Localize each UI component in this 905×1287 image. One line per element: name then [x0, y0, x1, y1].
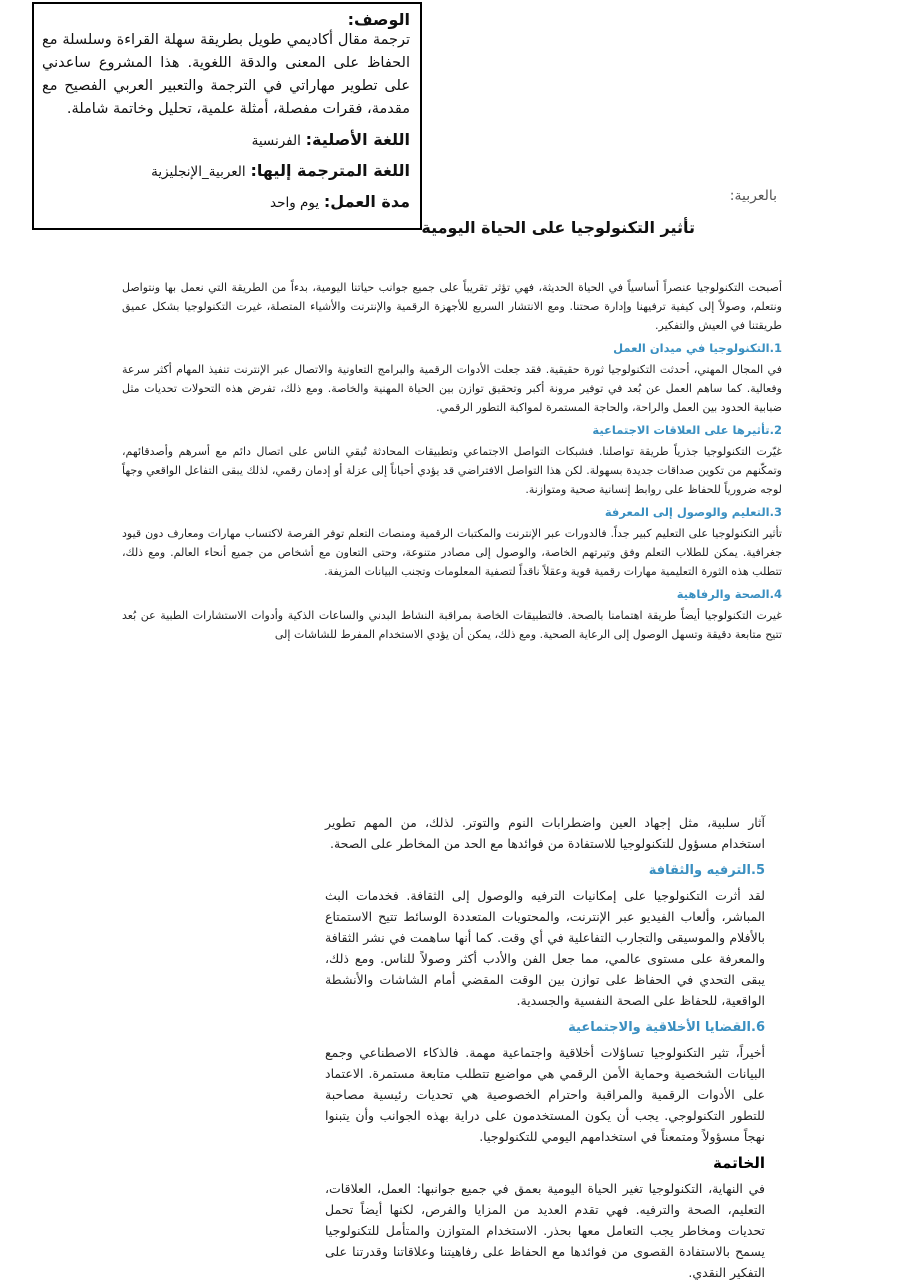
section-4-paragraph-b: آثار سلبية، مثل إجهاد العين واضطرابات النوم والتوتر. لذلك، من المهم تطوير استخدام مسؤول للتكنولوجيا للاستفادة من فوائدها مع الحد من المخاطر على الصحة. — [325, 815, 765, 851]
article-part-two — [325, 812, 765, 1287]
source-language-value: الفرنسية — [251, 133, 301, 149]
section-3-heading: 3.التعليم والوصول إلى المعرفة — [604, 505, 782, 519]
duration-value: يوم واحد — [270, 195, 320, 211]
source-language-label: اللغة الأصلية: — [305, 130, 410, 149]
source-language-row — [42, 129, 410, 152]
section-6-paragraph: أخيراً، تثير التكنولوجيا تساؤلات أخلاقية واجتماعية مهمة. فالذكاء الاصطناعي وجمع البيانات الشخصية وحماية الأمن الرقمي هي مواضيع تتطلب متابعة مستمرة. الاعتماد على الأدوات الرقمية والمراقبة واحترام الخصوصية هي تحديات رئيسية مصاحبة للتطور التكنولوجي. يجب أن يكون المستخدمون على دراية بهذه الجوانب وأن يتبنوا نهجاً مسؤولاً ومتمعناً في استخدامهم اليومي للتكنولوجيا. — [325, 1045, 765, 1144]
section-1-paragraph: في المجال المهني، أحدثت التكنولوجيا ثورة حقيقية. فقد جعلت الأدوات الرقمية والبرامج التعاونية والاتصال عبر الإنترنت تنفيذ المهام أكثر سرعة وفعالية. كما ساهم العمل عن بُعد في توفير مرونة أكبر وتحقيق توازن بين الحياة المهنية والخاصة. ومع ذلك، تفرض هذه التحولات تحديات مثل ضبابية الحدود بين العمل والراحة، والحاجة المستمرة لمواكبة التطور الرقمي. — [122, 363, 782, 414]
language-tag: بالعربية: — [729, 188, 777, 204]
description-box — [32, 2, 422, 230]
section-2-heading: 2.تأثيرها على العلاقات الاجتماعية — [592, 423, 782, 437]
conclusion-paragraph: في النهاية، التكنولوجيا تغير الحياة اليومية بعمق في جميع جوانبها: العمل، العلاقات، التعليم، الصحة والترفيه. فهي تقدم العديد من المزايا والفرص، لكنها أيضاً تحمل تحديات ومخاطر يجب التعامل معها بحذر. الاستخدام المتوازن والمتأمل للتكنولوجيا يسمح بالاستفادة القصوى من فوائدها مع الحفاظ على رفاهيتنا وعلاقاتنا وقدرتنا على التفكير النقدي. — [325, 1181, 765, 1280]
duration-row — [42, 191, 410, 214]
duration-label: مدة العمل: — [323, 192, 410, 211]
target-language-row — [42, 160, 410, 183]
article-title: تأثير التكنولوجيا على الحياة اليومية — [421, 218, 695, 237]
description-text: ترجمة مقال أكاديمي طويل بطريقة سهلة القراءة وسلسلة مع الحفاظ على المعنى والدقة اللغوية. هذا المشروع ساعدني على تطوير مهاراتي في الترجمة والتعبير العربي الفصيح مع مقدمة، فقرات مفصلة، أمثلة علمية، تحليل وخاتمة شاملة. — [42, 32, 410, 117]
section-2-paragraph: غيّرت التكنولوجيا جذرياً طريقة تواصلنا. فشبكات التواصل الاجتماعي وتطبيقات المحادثة تُبقي الناس على اتصال دائم مع أسرهم وأصدقائهم، وتمكّنهم من تكوين صداقات جديدة بسهولة. لكن هذا التواصل الافتراضي قد يؤدي أحياناً إلى عزلة أو إدمان رقمي، لذلك يبقى التفاعل الواقعي وجهاً لوجه ضرورياً للحفاظ على روابط إنسانية صحية ومتوازنة. — [122, 445, 782, 496]
section-4-heading: 4.الصحة والرفاهية — [676, 587, 782, 601]
section-3-paragraph: تأثير التكنولوجيا على التعليم كبير جداً. فالدورات عبر الإنترنت والمكتبات الرقمية ومنصات التعلم توفر الفرصة لاكتساب مهارات ومعارف دون قيود جغرافية. يمكن للطلاب التعلم وفق وتيرتهم الخاصة، والوصول إلى مصادر متنوعة، وحتى التعاون مع أشخاص من جميع أنحاء العالم. ومع ذلك، تتطلب هذه الثورة التعليمية مهارات رقمية قوية وعقلاً ناقداً لتصفية المعلومات وتجنب البيانات المزيفة. — [122, 527, 782, 578]
section-6-heading: 6.القضايا الأخلاقية والاجتماعية — [568, 1020, 765, 1035]
section-5-paragraph: لقد أثرت التكنولوجيا على إمكانيات الترفيه والوصول إلى الثقافة. فخدمات البث المباشر، وألعاب الفيديو عبر الإنترنت، والمحتويات المتعددة الوسائط تتيح الاستمتاع بالأفلام والموسيقى والتجارب التفاعلية في أي وقت. كما أنها ساهمت في نشر الثقافة والمعرفة على مستوى عالمي، مما جعل الفن والأدب أكثر وصولاً للناس. ومع ذلك، يبقى التحدي في الحفاظ على توازن بين الوقت المقضي أمام الشاشات والأنشطة الواقعية، للحفاظ على الصحة النفسية والجسدية. — [325, 888, 765, 1008]
article-part-one — [122, 278, 782, 648]
intro-paragraph: أصبحت التكنولوجيا عنصراً أساسياً في الحياة الحديثة، فهي تؤثر تقريباً على جميع جوانب حياتنا اليومية، بدءاً من الطريقة التي نعمل بها ونتواصل ونتعلم، وصولاً إلى كيفية ترفيهنا وإدارة صحتنا. ومع الانتشار السريع للأجهزة الرقمية والإنترنت والأشياء المتصلة، غيرت التكنولوجيا بشكل عميق طريقتنا في العيش والتفكير. — [122, 281, 782, 332]
conclusion-heading: الخاتمة — [712, 1154, 765, 1172]
section-5-heading: 5.الترفيه والثقافة — [648, 863, 765, 878]
section-1-heading: 1.التكنولوجيا في ميدان العمل — [613, 341, 782, 355]
target-language-value: العربية_الإنجليزية — [151, 164, 246, 180]
description-title: الوصف: — [347, 10, 410, 29]
section-4-paragraph-a: غيرت التكنولوجيا أيضاً طريقة اهتمامنا بالصحة. فالتطبيقات الخاصة بمراقبة النشاط البدني والساعات الذكية وأدوات الاستشارات الطبية عن بُعد تتيح متابعة دقيقة وتسهل الوصول إلى الرعاية الصحية. ومع ذلك، يمكن أن يؤدي الاستخدام المفرط للشاشات إلى — [122, 609, 782, 641]
target-language-label: اللغة المترجمة إليها: — [250, 161, 410, 180]
